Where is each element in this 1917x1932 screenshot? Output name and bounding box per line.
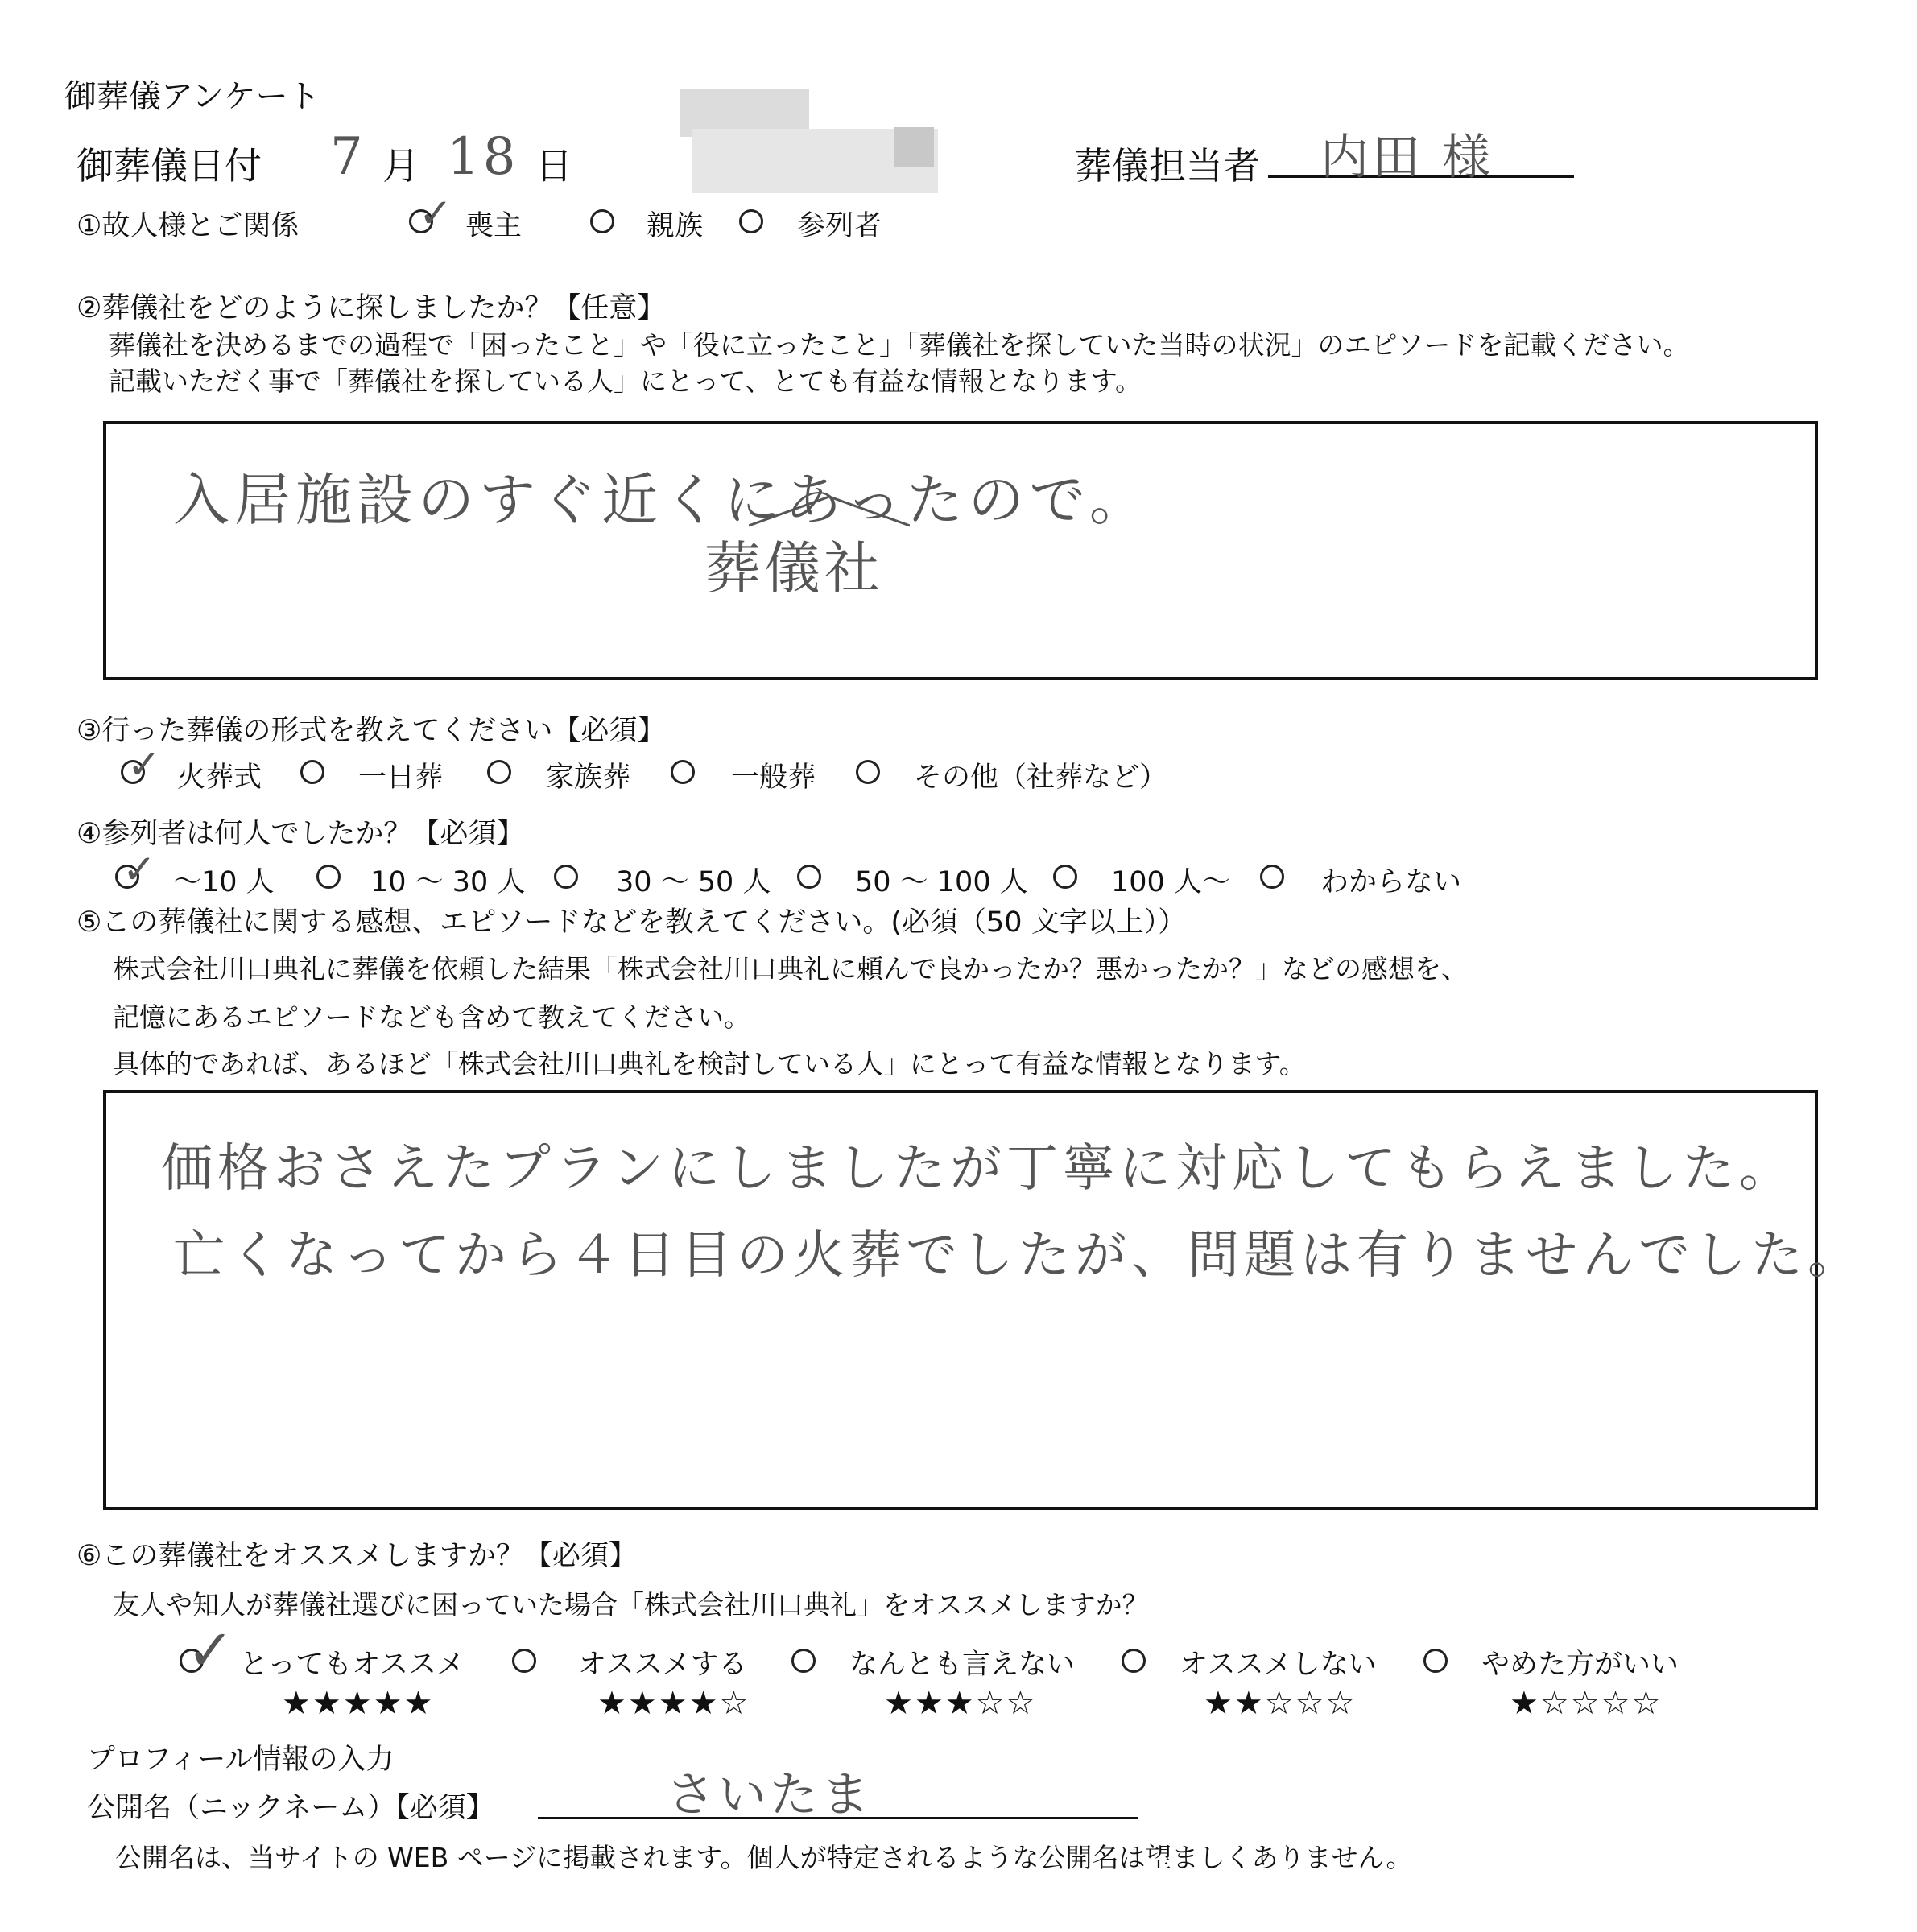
q1-option-relative: 親族 [647,210,704,242]
q4-option-unknown: わからない [1320,866,1462,898]
q2-answer-line-1: 入居施設のすぐ近くにあったので。 [173,467,1151,533]
q6-radio-not-recommend[interactable] [1122,1649,1146,1673]
q6-option-neutral: なんとも言えない [849,1649,1076,1681]
q5-description-1: 株式会社川口典礼に葬儀を依頼した結果「株式会社川口典礼に頼んで良かったか？悪かったか？」などの感想を、 [113,953,1468,985]
staff-value[interactable]: 内田 様 [1320,130,1494,186]
q3-option-cremation: 火葬式 [177,762,262,794]
q5-description-3: 具体的であれば、あるほど「株式会社川口典礼を検討している人」にとって有益な情報となります。 [113,1048,1306,1080]
nickname-value[interactable]: さいたま [667,1767,873,1823]
day-unit: 日 [535,144,572,188]
q3-option-family: 家族葬 [546,762,631,794]
q3-radio-one-day[interactable] [300,760,324,784]
q2-description-1: 葬儀社を決めるまでの過程で「困ったこと」や「役に立ったこと」「葬儀社を探していた当時の状況」のエピソードを記載ください。 [109,329,1690,361]
profile-note: 公開名は、当サイトの WEB ページに掲載されます。個人が特定されるような公開名は望ましくありません。 [115,1842,1413,1873]
insert-caret-mark [749,495,910,527]
q4-option-50-100: 50 ～ 100 人 [855,866,1028,898]
q3-option-other: その他（社葬など） [914,762,1168,794]
q4-option-30-50: 30 ～ 50 人 [616,866,771,898]
q2-description-2: 記載いただく事で「葬儀社を探している人」にとって、とても有益な情報となります。 [109,365,1142,397]
q6-option-strongly-recommend: とってもオススメ [240,1649,465,1681]
q3-radio-general[interactable] [671,760,695,784]
q2-answer-insert: 葬儀社 [704,535,883,601]
q4-option-10-30: 10 ～ 30 人 [370,866,526,898]
q4-radio-30-50[interactable] [554,865,578,889]
day-value[interactable]: 18 [447,127,519,187]
funeral-date-label: 御葬儀日付 [76,144,262,188]
q4-option-under-10: ～10 人 [173,866,275,898]
staff-label: 葬儀担当者 [1075,144,1260,188]
rating-stars-1: ★☆☆☆☆ [1510,1685,1663,1722]
q1-option-chief-mourner: 喪主 [465,210,523,242]
q4-radio-over-100[interactable] [1053,865,1077,889]
q4-title: ④参列者は何人でしたか？【必須】 [76,818,525,850]
q4-radio-50-100[interactable] [797,865,821,889]
q5-description-2: 記憶にあるエピソードなども含めて教えてください。 [113,1001,750,1033]
rating-stars-5: ★★★★★ [282,1685,435,1722]
rating-stars-4: ★★★★☆ [597,1685,750,1722]
q3-option-one-day: 一日葬 [358,762,444,794]
q1-label: ①故人様とご関係 [76,210,300,242]
checkmark-icon: ✓ [187,1617,234,1683]
form-title: 御葬儀アンケート [64,78,320,115]
q1-option-attendee: 参列者 [797,210,882,242]
q3-radio-family[interactable] [487,760,511,784]
q4-radio-unknown[interactable] [1260,865,1284,889]
q6-option-recommend: オススメする [578,1649,747,1681]
q6-title: ⑥この葬儀社をオススメしますか？【必須】 [76,1540,638,1572]
checkmark-icon: ✓ [419,190,452,237]
q5-title: ⑤この葬儀社に関する感想、エピソードなどを教えてください。(必須（50 文字以上）） [76,906,1187,939]
q4-option-over-100: 100 人～ [1111,866,1230,898]
q6-radio-neutral[interactable] [791,1649,816,1673]
q1-radio-relative[interactable] [590,209,614,233]
q4-radio-10-30[interactable] [316,865,341,889]
checkmark-icon: ✓ [127,741,161,788]
q5-answer-line-1: 価格おさえたプランにしましたが丁寧に対応してもらえました。 [161,1139,1795,1199]
q1-radio-attendee[interactable] [739,209,763,233]
month-unit: 月 [382,144,419,188]
rating-stars-3: ★★★☆☆ [884,1685,1037,1722]
q6-description: 友人や知人が葬儀社選びに困っていた場合「株式会社川口典礼」をオススメしますか？ [113,1589,1149,1620]
month-value[interactable]: 7 [330,127,366,187]
q3-title: ③行った葬儀の形式を教えてください【必須】 [76,715,666,747]
profile-title: プロフィール情報の入力 [87,1744,395,1776]
q2-title: ②葬儀社をどのように探しましたか？【任意】 [76,292,666,324]
q6-option-not-recommend: オススメしない [1180,1649,1377,1681]
q3-radio-other[interactable] [856,760,880,784]
checkmark-icon: ✓ [122,846,156,893]
nickname-label: 公開名（ニックネーム）【必須】 [87,1792,494,1824]
redacted-area-3 [894,127,934,167]
q6-radio-recommend[interactable] [512,1649,536,1673]
q3-option-general: 一般葬 [731,762,816,794]
rating-stars-2: ★★☆☆☆ [1204,1685,1357,1722]
q6-option-better-not: やめた方がいい [1481,1649,1679,1681]
q6-radio-better-not[interactable] [1423,1649,1448,1673]
q5-answer-line-2: 亡くなってから４日目の火葬でしたが、問題は有りませんでした。 [173,1226,1864,1286]
